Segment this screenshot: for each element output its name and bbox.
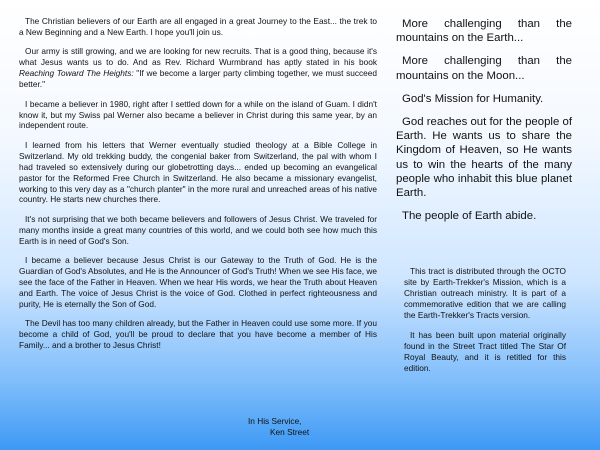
tract-note [404, 266, 566, 383]
book-title: Reaching Toward The Heights: [19, 68, 134, 79]
signature-block [248, 416, 309, 438]
paragraph-journey: The Christian believers of our Earth are all engaged in a great Journey to the East... the trek to a New Beginning and a New Earth. I hope you'll join us. [19, 16, 377, 37]
side-line-earth: More challenging than the mountains on the Earth... [396, 18, 572, 45]
side-line-abide: The people of Earth abide. [402, 210, 537, 223]
paragraph-gateway: I became a believer because Jesus Christ is our Gateway to the Truth of God. He is the Guardian of God's Absolutes, and He is the Announcer of God's Truth! When we see His face, we see the face of the Father in Heaven. When we hear His words, we hear the Truth about Heaven and Earth. The voice of Jesus Christ is the voice of God. Clothed in perfect righteousness and purity, He is eternally the Son of God. [19, 255, 377, 309]
side-line-moon: More challenging than the mountains on the Moon... [396, 55, 572, 82]
paragraph-army [19, 46, 377, 90]
paragraph-army-quote: "If we become a larger party climbing together, we must succeed better." [19, 68, 377, 90]
side-line-mission: God's Mission for Humanity. [402, 92, 544, 105]
tract-note-distribution: This tract is distributed through the OCTO site by Earth-Trekker's Mission, which is a Christian outreach ministry. It is part of a commemorative edition that we are calling the Earth-Trekker's Tracts version. [404, 266, 566, 320]
paragraph-believer-1980: I became a believer in 1980, right after I settled down for a while on the island of Guam. I didn't know it, but my Swiss pal Werner also became a believer in Christ during this same year, by an independent route. [19, 98, 377, 131]
paragraph-family: The Devil has too many children already, but the Father in Heaven could use some more. If you become a child of God, you'll be proud to declare that you have become a member of His Family... and a brother to Jesus Christ! [19, 318, 377, 351]
tract-note-origin: It has been built upon material originally found in the Street Tract titled The Star Of Royal Beauty, and it is retitled for this edition. [404, 330, 566, 373]
paragraph-werner: I learned from his letters that Werner eventually studied theology at a Bible College in Switzerland. My old trekking buddy, the congenial baker from Switzerland, the pal with whom I had traveled so extensively during our globetrotting days... ended up becoming an evangelical pastor for the Reformed Free Church in Switzerland. He also became a missionary evangelist, working to this very day as a "church planter" in the more rural and unreached areas of his native country. He starts new churches there. [19, 139, 377, 205]
side-paragraph-reach: God reaches out for the people of Earth. He wants us to share the Kingdom of Heaven, so He wants us to win the hearts of the many people who inhabit this blue planet Earth. [396, 116, 572, 200]
signature-name: Ken Street [270, 427, 310, 437]
main-text-column [19, 16, 377, 360]
paragraph-travels: It's not surprising that we both became believers and followers of Jesus Christ. We traveled for many months inside a great many countries of this world, and we could both see how much this Earth is in need of God's Son. [19, 213, 377, 246]
side-column [396, 17, 572, 232]
paragraph-army-text: Our army is still growing, and we are looking for new recruits. That is a good thing, because it's what Jesus wants us to do. And as Rev. Richard Wurmbrand has aptly stated in his book [19, 46, 377, 68]
signature-closing: In His Service, [248, 416, 302, 426]
